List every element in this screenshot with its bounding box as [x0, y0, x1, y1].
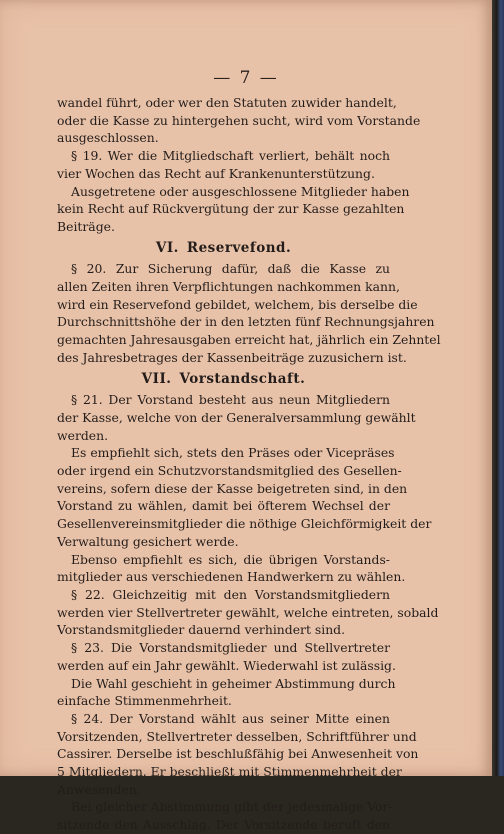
text-line: vereins, sofern diese der Kasse beigetreten sind, in den: [57, 480, 408, 496]
section-title: Vorstandschaft.: [179, 370, 306, 387]
page-number: — 7 —: [213, 68, 279, 88]
section-heading-vi: [57, 240, 390, 258]
text-line: 5 Mitgliedern. Er beschließt mit Stimmenmehrheit der: [57, 764, 402, 780]
text-line: des Jahresbetrages der Kassenbeiträge zuzusichern ist.: [57, 349, 407, 365]
text-line: § 22. Gleichzeitig mit den Vorstandsmitgliedern: [71, 586, 390, 602]
section-heading-vii: [57, 371, 390, 389]
text-line: kein Recht auf Rückvergütung der zur Kasse gezahlten: [57, 201, 405, 217]
text-line: Beiträge.: [57, 218, 115, 234]
text-line: mitglieder aus verschiedenen Handwerkern zu wählen.: [57, 569, 406, 585]
text-line: der Kasse, welche von der Generalversammlung gewählt: [57, 409, 416, 425]
text-line: werden.: [57, 427, 109, 443]
text-line: ausgeschlossen.: [57, 130, 159, 146]
text-line: Es empfiehlt sich, stets den Präses oder Vicepräses: [71, 445, 395, 461]
section-title: Reservefond.: [186, 239, 292, 256]
text-line: § 24. Der Vorstand wählt aus seiner Mitte einen: [71, 710, 390, 726]
text-line: Anwesenden.: [57, 781, 141, 797]
text-line: Die Wahl geschieht in geheimer Abstimmung durch: [71, 675, 396, 691]
book-spine-edge: [492, 0, 504, 776]
text-line: allen Zeiten ihren Verpflichtungen nachkommen kann,: [57, 279, 400, 295]
page-text: [57, 94, 441, 834]
text-line: oder irgend ein Schutzvorstandsmitglied des Gesellen-: [57, 463, 402, 479]
text-line: sitzende den Ausschlag. Der Vorsitzende beruft den: [57, 817, 390, 833]
text-line: Verwaltung gesichert werde.: [57, 533, 239, 549]
text-line: Vorsitzenden, Stellvertreter desselben, Schriftführer und: [57, 728, 417, 744]
text-line: Durchschnittshöhe der in den letzten fünf Rechnungsjahren: [57, 314, 435, 330]
text-line: § 23. Die Vorstandsmitglieder und Stellvertreter: [71, 640, 390, 656]
text-line: werden vier Stellvertreter gewählt, welche eintreten, sobald: [57, 604, 439, 620]
text-line: werden auf ein Jahr gewählt. Wiederwahl ist zulässig.: [57, 657, 396, 673]
text-line: Vorstand zu wählen, damit bei öfterem Wechsel der: [57, 498, 390, 514]
section-number: VII.: [141, 370, 172, 387]
text-line: vier Wochen das Recht auf Krankenunterstützung.: [57, 165, 375, 181]
text-line: wird ein Reservefond gebildet, welchem, bis derselbe die: [57, 296, 418, 312]
text-line: einfache Stimmenmehrheit.: [57, 693, 232, 709]
text-line: Bei gleicher Abstimmung gibt der jedesmalige Vor-: [71, 799, 393, 815]
text-line: § 20. Zur Sicherung dafür, daß die Kasse zu: [71, 261, 390, 277]
text-line: Ebenso empfiehlt es sich, die übrigen Vorstands-: [71, 551, 390, 567]
text-line: Vorstandsmitglieder dauernd verhindert sind.: [57, 622, 346, 638]
text-line: gemachten Jahresausgaben erreicht hat, jährlich ein Zehntel: [57, 332, 441, 348]
section-number: VI.: [155, 239, 179, 256]
text-line: wandel führt, oder wer den Statuten zuwider handelt,: [57, 95, 397, 110]
text-line: Ausgetretene oder ausgeschlossene Mitglieder haben: [71, 183, 410, 199]
text-line: § 21. Der Vorstand besteht aus neun Mitgliedern: [71, 392, 390, 408]
text-line: oder die Kasse zu hintergehen sucht, wird vom Vorstande: [57, 112, 421, 128]
text-line: Gesellenvereinsmitglieder die nöthige Gleichförmigkeit der: [57, 516, 432, 532]
text-line: Cassirer. Derselbe ist beschlußfähig bei Anwesenheit von: [57, 746, 419, 762]
text-line: § 19. Wer die Mitgliedschaft verliert, behält noch: [71, 148, 390, 164]
